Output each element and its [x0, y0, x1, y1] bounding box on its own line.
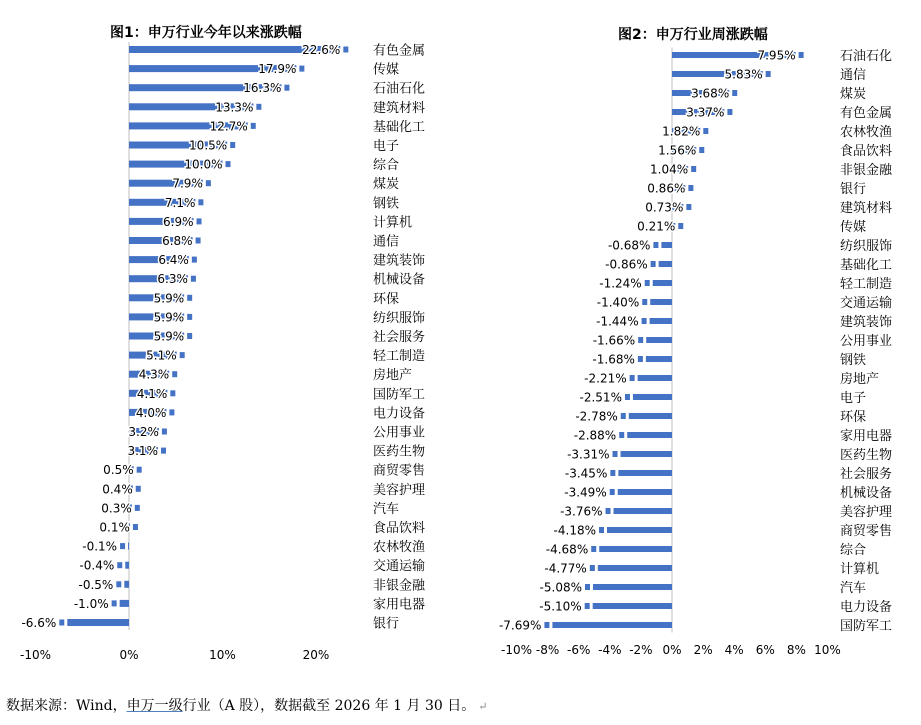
- ytd-bar-label-marker: [59, 620, 64, 626]
- ytd-bar-label-marker: [170, 390, 175, 396]
- weekly-category-label: 有色金属: [840, 106, 893, 121]
- weekly-category-label: 交通运输: [840, 296, 893, 311]
- weekly-x-tick-label: 6%: [755, 643, 775, 657]
- weekly-category-label: 公用事业: [840, 334, 893, 349]
- weekly-value-label: -4.68%: [545, 542, 589, 557]
- weekly-bar-label-marker: [732, 90, 737, 96]
- weekly-category-label: 社会服务: [840, 467, 893, 482]
- ytd-bar-label-marker: [161, 448, 166, 454]
- ytd-bar-label-marker: [169, 409, 174, 415]
- ytd-category-label: 农林牧渔: [373, 540, 426, 556]
- ytd-value-label: 6.4%: [158, 253, 189, 268]
- ytd-category-label: 传媒: [373, 62, 400, 78]
- ytd-value-label: 16.3%: [243, 81, 282, 96]
- source-footnote: [6, 695, 487, 715]
- ytd-category-label: 建筑装饰: [373, 253, 426, 269]
- ytd-bar: [128, 543, 129, 550]
- ytd-bar-label-marker: [284, 85, 289, 91]
- weekly-bar-label-marker: [610, 489, 615, 495]
- weekly-category-label: 机械设备: [840, 486, 893, 501]
- weekly-bar: [661, 242, 672, 248]
- weekly-bar: [646, 337, 672, 343]
- ytd-value-label: 17.9%: [258, 62, 297, 77]
- weekly-value-label: -3.49%: [564, 485, 607, 500]
- ytd-category-label: 国防军工: [373, 387, 426, 403]
- ytd-value-label: -1.0%: [73, 596, 109, 611]
- ytd-value-label: 7.9%: [172, 176, 203, 191]
- ytd-bar-label-marker: [116, 581, 121, 587]
- ytd-bar-label-marker: [135, 505, 140, 511]
- weekly-bar-label-marker: [630, 375, 635, 381]
- weekly-category-label: 银行: [840, 182, 867, 197]
- weekly-bar-label-marker: [699, 147, 704, 153]
- weekly-x-tick-label: -2%: [629, 643, 653, 657]
- weekly-bar: [621, 451, 672, 457]
- weekly-value-label: 5.83%: [724, 67, 763, 82]
- ytd-category-label: 环保: [373, 291, 400, 307]
- weekly-bar: [627, 432, 672, 438]
- ytd-value-label: 6.9%: [163, 214, 194, 229]
- ytd-value-label: 13.3%: [215, 100, 254, 115]
- weekly-value-label: 0.21%: [637, 219, 676, 234]
- weekly-category-label: 综合: [840, 543, 867, 558]
- weekly-bar: [653, 280, 672, 286]
- weekly-bar: [607, 527, 672, 533]
- weekly-category-label: 钢铁: [840, 353, 867, 368]
- weekly-bar: [599, 546, 672, 552]
- weekly-x-tick-label: 2%: [693, 643, 713, 657]
- ytd-category-label: 钢铁: [373, 196, 400, 212]
- ytd-bar-label-marker: [137, 467, 142, 473]
- ytd-bar-label-marker: [172, 371, 177, 377]
- weekly-category-label: 房地产: [840, 372, 880, 387]
- ytd-value-label: 0.4%: [102, 482, 133, 497]
- weekly-value-label: 7.95%: [757, 48, 796, 63]
- weekly-bar: [618, 489, 672, 495]
- weekly-bar-label-marker: [691, 166, 696, 172]
- ytd-category-label: 电子: [373, 139, 400, 154]
- ytd-value-label: 22.6%: [302, 43, 341, 57]
- weekly-category-label: 非银金融: [840, 163, 893, 178]
- ytd-bar: [67, 619, 129, 626]
- ytd-value-label: 3.2%: [128, 425, 159, 439]
- weekly-value-label: 1.82%: [662, 124, 701, 139]
- ytd-category-label: 银行: [373, 616, 400, 632]
- ytd-category-label: 煤炭: [373, 177, 400, 193]
- ytd-bar-label-marker: [230, 142, 235, 148]
- weekly-value-label: -0.86%: [605, 257, 648, 272]
- weekly-value-label: -2.51%: [579, 390, 622, 405]
- weekly-value-label: -7.69%: [498, 618, 542, 633]
- weekly-bar: [629, 413, 672, 419]
- ytd-value-label: 0.3%: [101, 501, 132, 516]
- weekly-value-label: -3.45%: [564, 466, 608, 481]
- weekly-bar-label-marker: [638, 356, 643, 362]
- weekly-bar: [614, 508, 672, 514]
- ytd-value-label: -0.4%: [79, 558, 115, 573]
- ytd-bar-label-marker: [343, 47, 348, 53]
- weekly-bar-label-marker: [678, 223, 683, 229]
- ytd-value-label: 6.8%: [162, 234, 193, 248]
- weekly-category-label: 计算机: [840, 562, 880, 577]
- ytd-bar-label-marker: [117, 562, 122, 568]
- weekly-category-label: 家用电器: [840, 429, 893, 444]
- weekly-value-label: -5.08%: [539, 580, 583, 595]
- ytd-value-label: 4.1%: [136, 386, 168, 401]
- ytd-value-label: 3.1%: [127, 444, 158, 459]
- ytd-category-label: 电力设备: [373, 406, 426, 422]
- ytd-value-label: 5.1%: [146, 348, 177, 363]
- ytd-category-label: 计算机: [373, 215, 413, 231]
- ytd-value-label: 5.9%: [153, 329, 185, 344]
- ytd-value-label: 4.3%: [138, 367, 170, 382]
- ytd-bar: [125, 562, 129, 569]
- weekly-category-label: 建筑装饰: [840, 315, 893, 330]
- weekly-category-label: 通信: [840, 68, 867, 83]
- weekly-bar-label-marker: [642, 318, 647, 324]
- weekly-bar-label-marker: [799, 52, 804, 58]
- ytd-value-label: 5.9%: [153, 291, 185, 306]
- weekly-x-tick-label: 4%: [724, 643, 744, 657]
- weekly-bar: [646, 356, 672, 362]
- weekly-x-tick-label: 8%: [786, 643, 806, 657]
- ytd-value-label: 0.5%: [103, 463, 134, 478]
- weekly-category-label: 电力设备: [840, 600, 893, 615]
- ytd-bar-label-marker: [192, 257, 197, 263]
- ytd-value-label: 12.7%: [209, 119, 248, 134]
- ytd-x-tick-label: 20%: [302, 648, 330, 662]
- weekly-bar: [638, 375, 672, 381]
- ytd-value-label: -6.6%: [21, 616, 57, 630]
- ytd-category-label: 轻工制造: [373, 349, 426, 365]
- ytd-bar-label-marker: [251, 123, 256, 129]
- weekly-bar-label-marker: [590, 565, 595, 571]
- weekly-value-label: -1.68%: [592, 352, 635, 367]
- weekly-x-tick-label: 0%: [662, 643, 682, 657]
- footnote-suffix: 行业（A 股），数据截至 2026 年 1 月 30 日。: [182, 698, 476, 714]
- weekly-bar: [593, 584, 672, 590]
- ytd-category-label: 美容护理: [373, 482, 426, 498]
- ytd-category-label: 汽车: [373, 501, 400, 517]
- ytd-category-label: 社会服务: [373, 330, 426, 345]
- weekly-bar: [593, 603, 672, 609]
- weekly-category-label: 纺织服饰: [840, 239, 893, 254]
- ytd-bar-label-marker: [191, 276, 196, 282]
- ytd-chart-title: 图1：申万行业今年以来涨跌幅: [110, 25, 302, 41]
- weekly-value-label: -2.88%: [573, 428, 617, 443]
- ytd-value-label: -0.1%: [82, 539, 118, 554]
- ytd-bar-label-marker: [197, 218, 202, 224]
- weekly-bar: [650, 299, 672, 305]
- weekly-category-label: 电子: [840, 391, 867, 406]
- weekly-value-label: -4.18%: [553, 523, 597, 538]
- weekly-value-label: 3.68%: [691, 86, 730, 101]
- ytd-category-label: 房地产: [373, 368, 413, 384]
- weekly-value-label: 0.73%: [645, 200, 684, 215]
- ytd-category-label: 有色金属: [373, 43, 426, 59]
- ytd-bar-label-marker: [136, 486, 141, 492]
- return-mark-icon: ↵: [478, 700, 488, 713]
- weekly-category-label: 基础化工: [840, 258, 893, 273]
- weekly-value-label: -3.31%: [567, 447, 610, 462]
- weekly-bar-label-marker: [619, 432, 624, 438]
- weekly-bar: [552, 622, 672, 628]
- ytd-bar-label-marker: [180, 352, 185, 358]
- ytd-category-label: 基础化工: [373, 119, 426, 135]
- ytd-bar-label-marker: [112, 600, 117, 606]
- ytd-bar-label-marker: [299, 66, 304, 72]
- ytd-x-tick-label: 10%: [209, 648, 236, 662]
- weekly-bar-label-marker: [727, 109, 732, 115]
- ytd-category-label: 非银金融: [373, 578, 426, 594]
- weekly-value-label: -2.78%: [575, 409, 618, 424]
- ytd-bar-label-marker: [256, 104, 261, 110]
- weekly-bar: [598, 565, 672, 571]
- ytd-bar-label-marker: [187, 333, 192, 339]
- ytd-category-label: 商贸零售: [373, 463, 426, 479]
- ytd-value-label: -0.5%: [78, 577, 114, 592]
- weekly-value-label: -0.68%: [607, 238, 651, 253]
- weekly-value-label: -3.76%: [560, 504, 603, 519]
- ytd-bar-label-marker: [187, 314, 192, 320]
- weekly-value-label: -1.24%: [599, 276, 642, 291]
- footnote-prefix: 数据来源：Wind，: [6, 698, 127, 714]
- ytd-value-label: 6.3%: [157, 272, 188, 287]
- weekly-category-label: 医药生物: [840, 448, 893, 463]
- ytd-bar: [120, 600, 129, 607]
- weekly-bar-label-marker: [688, 185, 693, 191]
- weekly-bar-label-marker: [610, 470, 615, 476]
- ytd-category-label: 医药生物: [373, 444, 426, 460]
- weekly-bar-label-marker: [544, 622, 549, 628]
- ytd-category-label: 建筑材料: [373, 100, 426, 116]
- ytd-category-label: 机械设备: [373, 272, 426, 288]
- weekly-bar-label-marker: [703, 128, 708, 134]
- ytd-bar-label-marker: [162, 429, 167, 435]
- weekly-category-label: 煤炭: [840, 87, 867, 102]
- weekly-category-label: 商贸零售: [840, 524, 893, 539]
- weekly-x-tick-label: -6%: [567, 643, 591, 657]
- weekly-bar-label-marker: [591, 546, 596, 552]
- weekly-x-tick-label: -8%: [535, 643, 560, 657]
- weekly-x-tick-label: -10%: [500, 643, 533, 657]
- ytd-x-tick-label: -10%: [19, 648, 52, 662]
- ytd-category-label: 综合: [373, 158, 400, 174]
- ytd-bar-label-marker: [187, 295, 192, 301]
- ytd-bar-label-marker: [196, 238, 201, 244]
- weekly-bar-label-marker: [642, 299, 647, 305]
- weekly-chart-title: 图2：申万行业周涨跌幅: [618, 27, 768, 43]
- weekly-bar-label-marker: [625, 394, 630, 400]
- weekly-value-label: 0.86%: [647, 181, 686, 196]
- weekly-bar-label-marker: [585, 603, 590, 609]
- weekly-category-label: 轻工制造: [840, 277, 893, 292]
- weekly-bar-label-marker: [766, 71, 771, 77]
- weekly-bar: [659, 261, 672, 267]
- weekly-bar-label-marker: [653, 242, 658, 248]
- weekly-category-label: 汽车: [840, 581, 867, 596]
- weekly-bar: [633, 394, 672, 400]
- footnote-underlined-term: 申万一级: [126, 698, 183, 714]
- ytd-value-label: 10.0%: [184, 157, 223, 172]
- ytd-bar-label-marker: [120, 543, 125, 549]
- weekly-bar: [650, 318, 672, 324]
- weekly-bar: [618, 470, 672, 476]
- ytd-value-label: 10.5%: [189, 138, 228, 153]
- weekly-category-label: 传媒: [840, 220, 867, 235]
- ytd-category-label: 公用事业: [373, 425, 426, 441]
- ytd-category-label: 食品饮料: [373, 521, 426, 536]
- weekly-bar-label-marker: [645, 280, 650, 286]
- weekly-x-tick-label: -4%: [598, 643, 622, 657]
- ytd-bar-label-marker: [226, 161, 231, 167]
- weekly-category-label: 环保: [840, 410, 867, 425]
- weekly-bar-label-marker: [613, 451, 618, 457]
- ytd-bar-label-marker: [198, 199, 203, 205]
- weekly-x-tick-label: 10%: [814, 643, 841, 657]
- weekly-value-label: -2.21%: [584, 371, 627, 386]
- weekly-bar-label-marker: [621, 413, 626, 419]
- ytd-value-label: 4.0%: [135, 405, 167, 420]
- weekly-value-label: 1.04%: [650, 162, 689, 177]
- weekly-bar-label-marker: [686, 204, 691, 210]
- weekly-bar-label-marker: [651, 261, 656, 267]
- weekly-category-label: 石油石化: [840, 49, 893, 64]
- ytd-bar-label-marker: [133, 524, 138, 530]
- weekly-bar-label-marker: [585, 584, 590, 590]
- ytd-category-label: 石油石化: [373, 81, 426, 97]
- weekly-category-label: 食品饮料: [840, 144, 893, 159]
- weekly-category-label: 农林牧渔: [840, 125, 893, 140]
- weekly-category-label: 国防军工: [840, 619, 893, 634]
- ytd-value-label: 0.1%: [99, 520, 130, 535]
- ytd-bar: [124, 581, 129, 588]
- weekly-category-label: 建筑材料: [840, 201, 893, 216]
- weekly-value-label: -1.40%: [596, 295, 640, 310]
- ytd-category-label: 纺织服饰: [373, 310, 426, 326]
- weekly-value-label: -5.10%: [539, 599, 582, 614]
- ytd-category-label: 通信: [373, 234, 400, 250]
- ytd-category-label: 交通运输: [373, 559, 426, 575]
- weekly-value-label: 1.56%: [658, 143, 697, 158]
- ytd-category-label: 家用电器: [373, 597, 426, 613]
- weekly-category-label: 美容护理: [840, 505, 893, 520]
- ytd-x-tick-label: 0%: [119, 648, 139, 662]
- ytd-bar-label-marker: [206, 180, 211, 186]
- weekly-bar-label-marker: [599, 527, 604, 533]
- weekly-value-label: 3.37%: [686, 105, 725, 120]
- weekly-value-label: -1.44%: [596, 314, 639, 329]
- weekly-value-label: -4.77%: [544, 561, 587, 576]
- ytd-value-label: 5.9%: [153, 310, 185, 325]
- weekly-bar-label-marker: [638, 337, 643, 343]
- weekly-bar-label-marker: [606, 508, 611, 514]
- weekly-value-label: -1.66%: [592, 333, 636, 348]
- ytd-value-label: 7.1%: [164, 195, 196, 210]
